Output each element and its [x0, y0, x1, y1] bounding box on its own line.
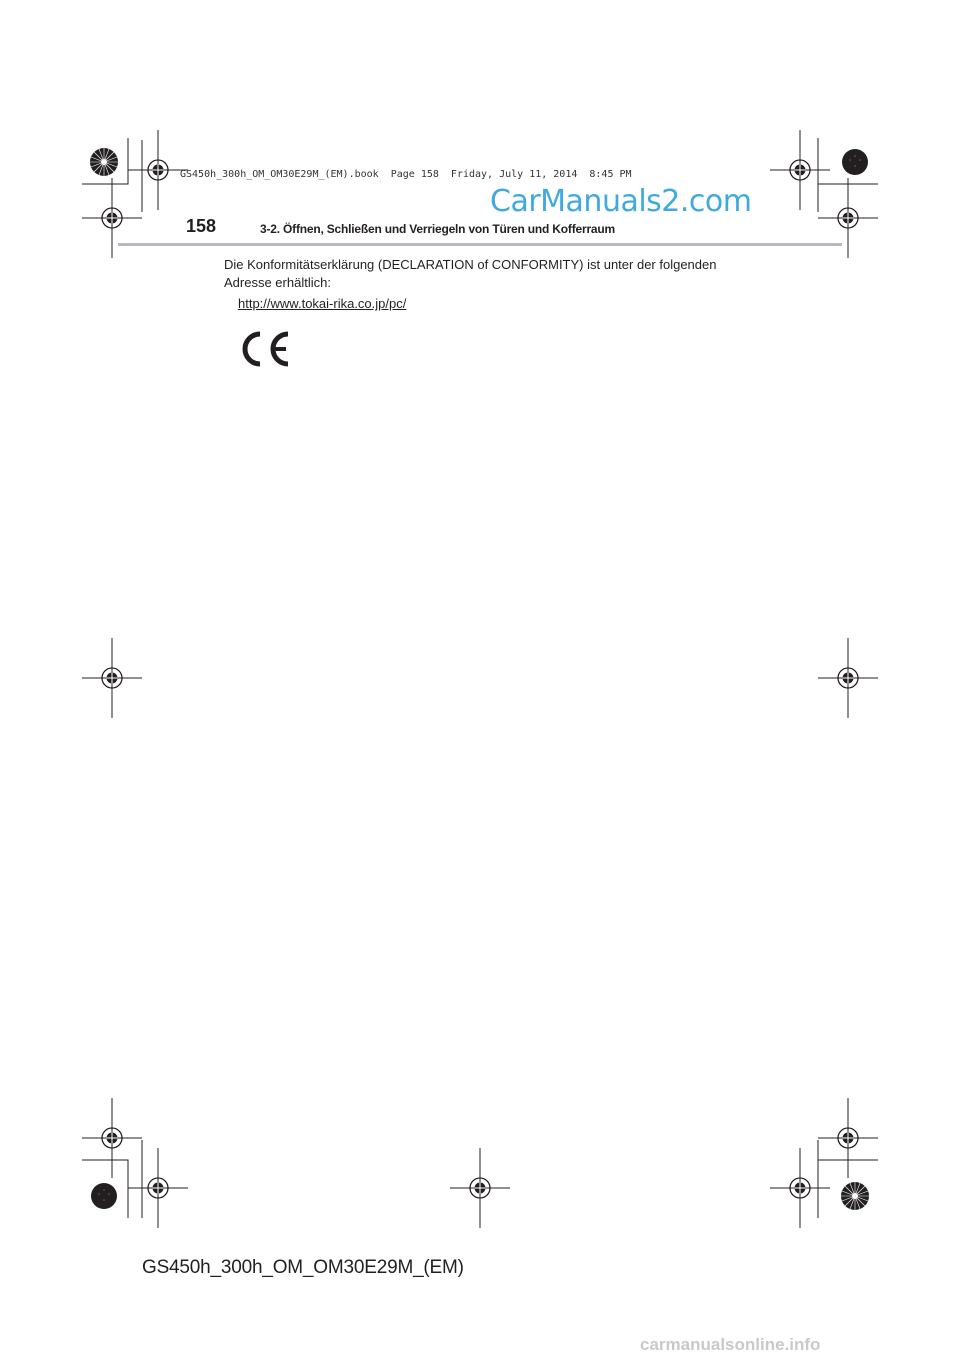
registration-mark-icon	[818, 638, 878, 718]
registration-mark-icon	[82, 178, 142, 258]
body-paragraph: Die Konformitätserklärung (DECLARATION of CONFORMITY) ist unter der folgenden Adresse erhältlich:	[224, 257, 717, 290]
header-rule	[118, 243, 842, 246]
conformity-link[interactable]: http://www.tokai-rika.co.jp/pc/	[238, 296, 407, 311]
section-title: 3-2. Öffnen, Schließen und Verriegeln von Türen und Kofferraum	[260, 222, 615, 236]
footer-code: GS450h_300h_OM_OM30E29M_(EM)	[142, 1257, 464, 1278]
footer-site: carmanualsonline.info	[640, 1335, 821, 1354]
registration-mark-icon	[450, 1148, 510, 1228]
watermark: CarManuals2.com	[490, 184, 752, 219]
registration-mark-icon	[818, 1098, 878, 1178]
page-number: 158	[186, 216, 217, 236]
starburst-target-icon	[841, 1182, 869, 1210]
registration-mark-icon	[818, 178, 878, 258]
registration-mark-icon	[82, 638, 142, 718]
registration-mark-icon	[82, 1098, 142, 1178]
ce-mark-icon	[238, 330, 290, 368]
registration-mark-icon	[128, 1148, 188, 1228]
dot-target-icon	[842, 149, 868, 175]
starburst-target-icon	[90, 148, 118, 176]
registration-mark-icon	[770, 130, 830, 210]
registration-mark-icon	[128, 130, 188, 210]
dot-target-icon	[91, 1183, 117, 1209]
print-header: GS450h_300h_OM_OM30E29M_(EM).book Page 158 Friday, July 11, 2014 8:45 PM	[180, 169, 632, 180]
